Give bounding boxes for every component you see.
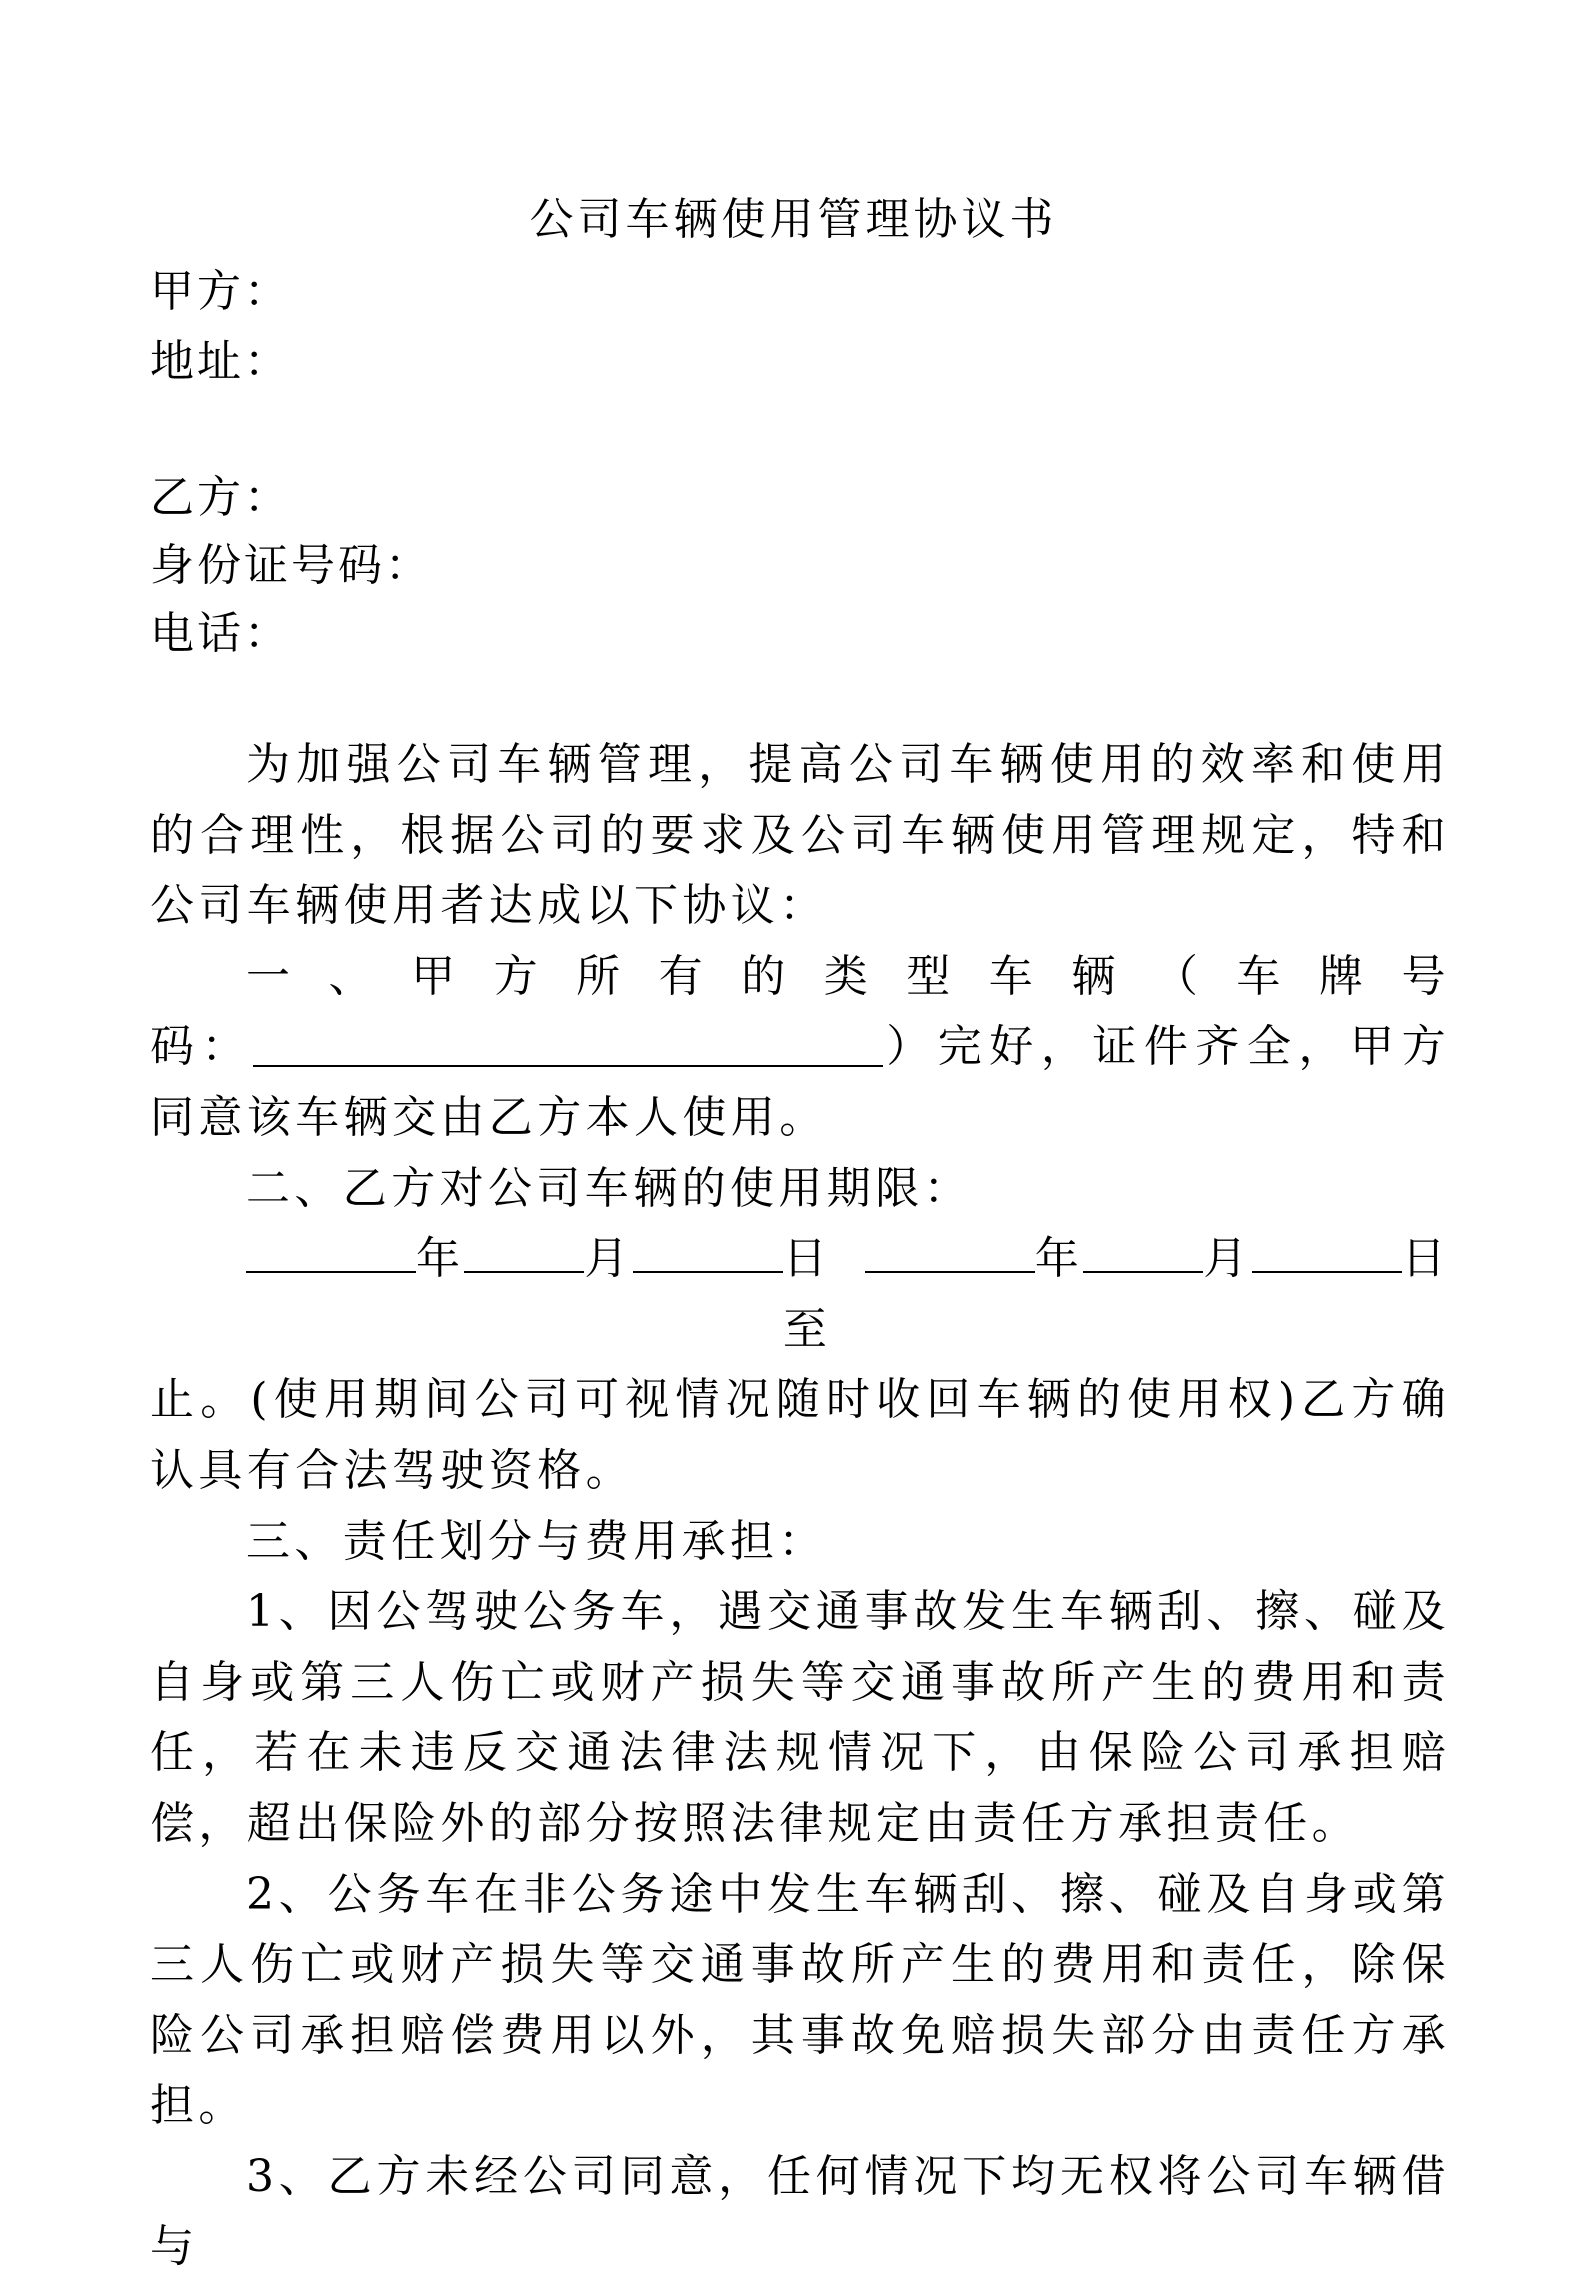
plate-number-blank[interactable] [253,1021,883,1067]
clause1-char: 类 [823,950,873,1002]
clause3-heading: 三、责任划分与费用承担： [246,1515,827,1567]
clause1-char: 车 [988,950,1038,1002]
clause1-continuation [150,1012,1450,1153]
clause1-char: 有 [658,950,708,1002]
clause2-heading: 二、乙方对公司车辆的使用期限： [246,1162,972,1214]
document-title: 公司车辆使用管理协议书 [529,194,1058,245]
end-year-label: 年 [1034,1233,1084,1285]
clause1-char: （ [1153,950,1203,1002]
clause1-char: 车 [1236,950,1285,1002]
party-a-label: 甲方： [150,266,291,317]
clause1-char: 方 [493,950,542,1002]
usage-period-line [150,1224,1450,1365]
end-day-blank[interactable] [1252,1227,1402,1273]
start-month-label: 月 [584,1233,633,1285]
clause3-item-3: 3、乙方未经公司同意，任何情况下均无权将公司车辆借与 [150,2150,1450,2273]
end-year-blank[interactable] [865,1227,1035,1273]
party-b-id-label: 身份证号码： [150,540,432,591]
clause1-char: 辆 [1071,950,1120,1002]
clause1-char: 甲 [411,950,460,1002]
clause3-item-2: 2、公务车在非公务途中发生车辆刮、擦、碰及自身或第三人伤亡或财产损失等交通事故所产生的费用和责任，除保险公司承担赔偿费用以外，其事故免赔损失部分由责任方承担。 [150,1868,1450,2132]
start-day-to-label: 日至 [782,1233,832,1355]
end-month-label: 月 [1203,1233,1252,1285]
party-b-label: 乙方： [150,472,291,523]
clause3-item-1: 1、因公驾驶公务车，遇交通事故发生车辆刮、擦、碰及自身或第三人伤亡或财产损失等交通事故所产生的费用和责任，若在未违反交通法律法规情况下，由保险公司承担赔偿，超出保险外的部分按照法律规定由责任方承担责任。 [150,1586,1450,1849]
start-year-blank[interactable] [246,1227,416,1273]
clause1-char: 的 [741,950,790,1002]
end-day-label: 日 [1401,1233,1450,1285]
clause1-char: 一 [246,950,295,1002]
plate-prefix: 码： [150,1021,254,1073]
party-a-address-label: 地址： [150,336,291,387]
clause1-char: 型 [906,950,955,1002]
agreement-body [150,730,1450,2283]
clause1-char: 所 [576,950,625,1002]
start-month-blank[interactable] [464,1227,584,1273]
clause2-rest: 止。(使用期间公司可视情况随时收回车辆的使用权)乙方确认具有合法驾驶资格。 [150,1374,1450,1496]
clause1-char: 、 [328,950,377,1002]
start-day-blank[interactable] [633,1227,783,1273]
clause1-char: 牌 [1318,950,1368,1002]
clause1-first-line [150,942,1450,1013]
end-month-blank[interactable] [1083,1227,1203,1273]
start-year-label: 年 [416,1233,465,1285]
clause1-char: 号 [1401,950,1450,1002]
clause1-suffix: ）完好，证件齐全，甲方同意该车辆交由乙方本人使用。 [150,1021,1450,1143]
intro-paragraph: 为加强公司车辆管理，提高公司车辆使用的效率和使用的合理性，根据公司的要求及公司车辆使用管理规定，特和公司车辆使用者达成以下协议： [150,739,1450,932]
party-b-phone-label: 电话： [150,608,291,659]
